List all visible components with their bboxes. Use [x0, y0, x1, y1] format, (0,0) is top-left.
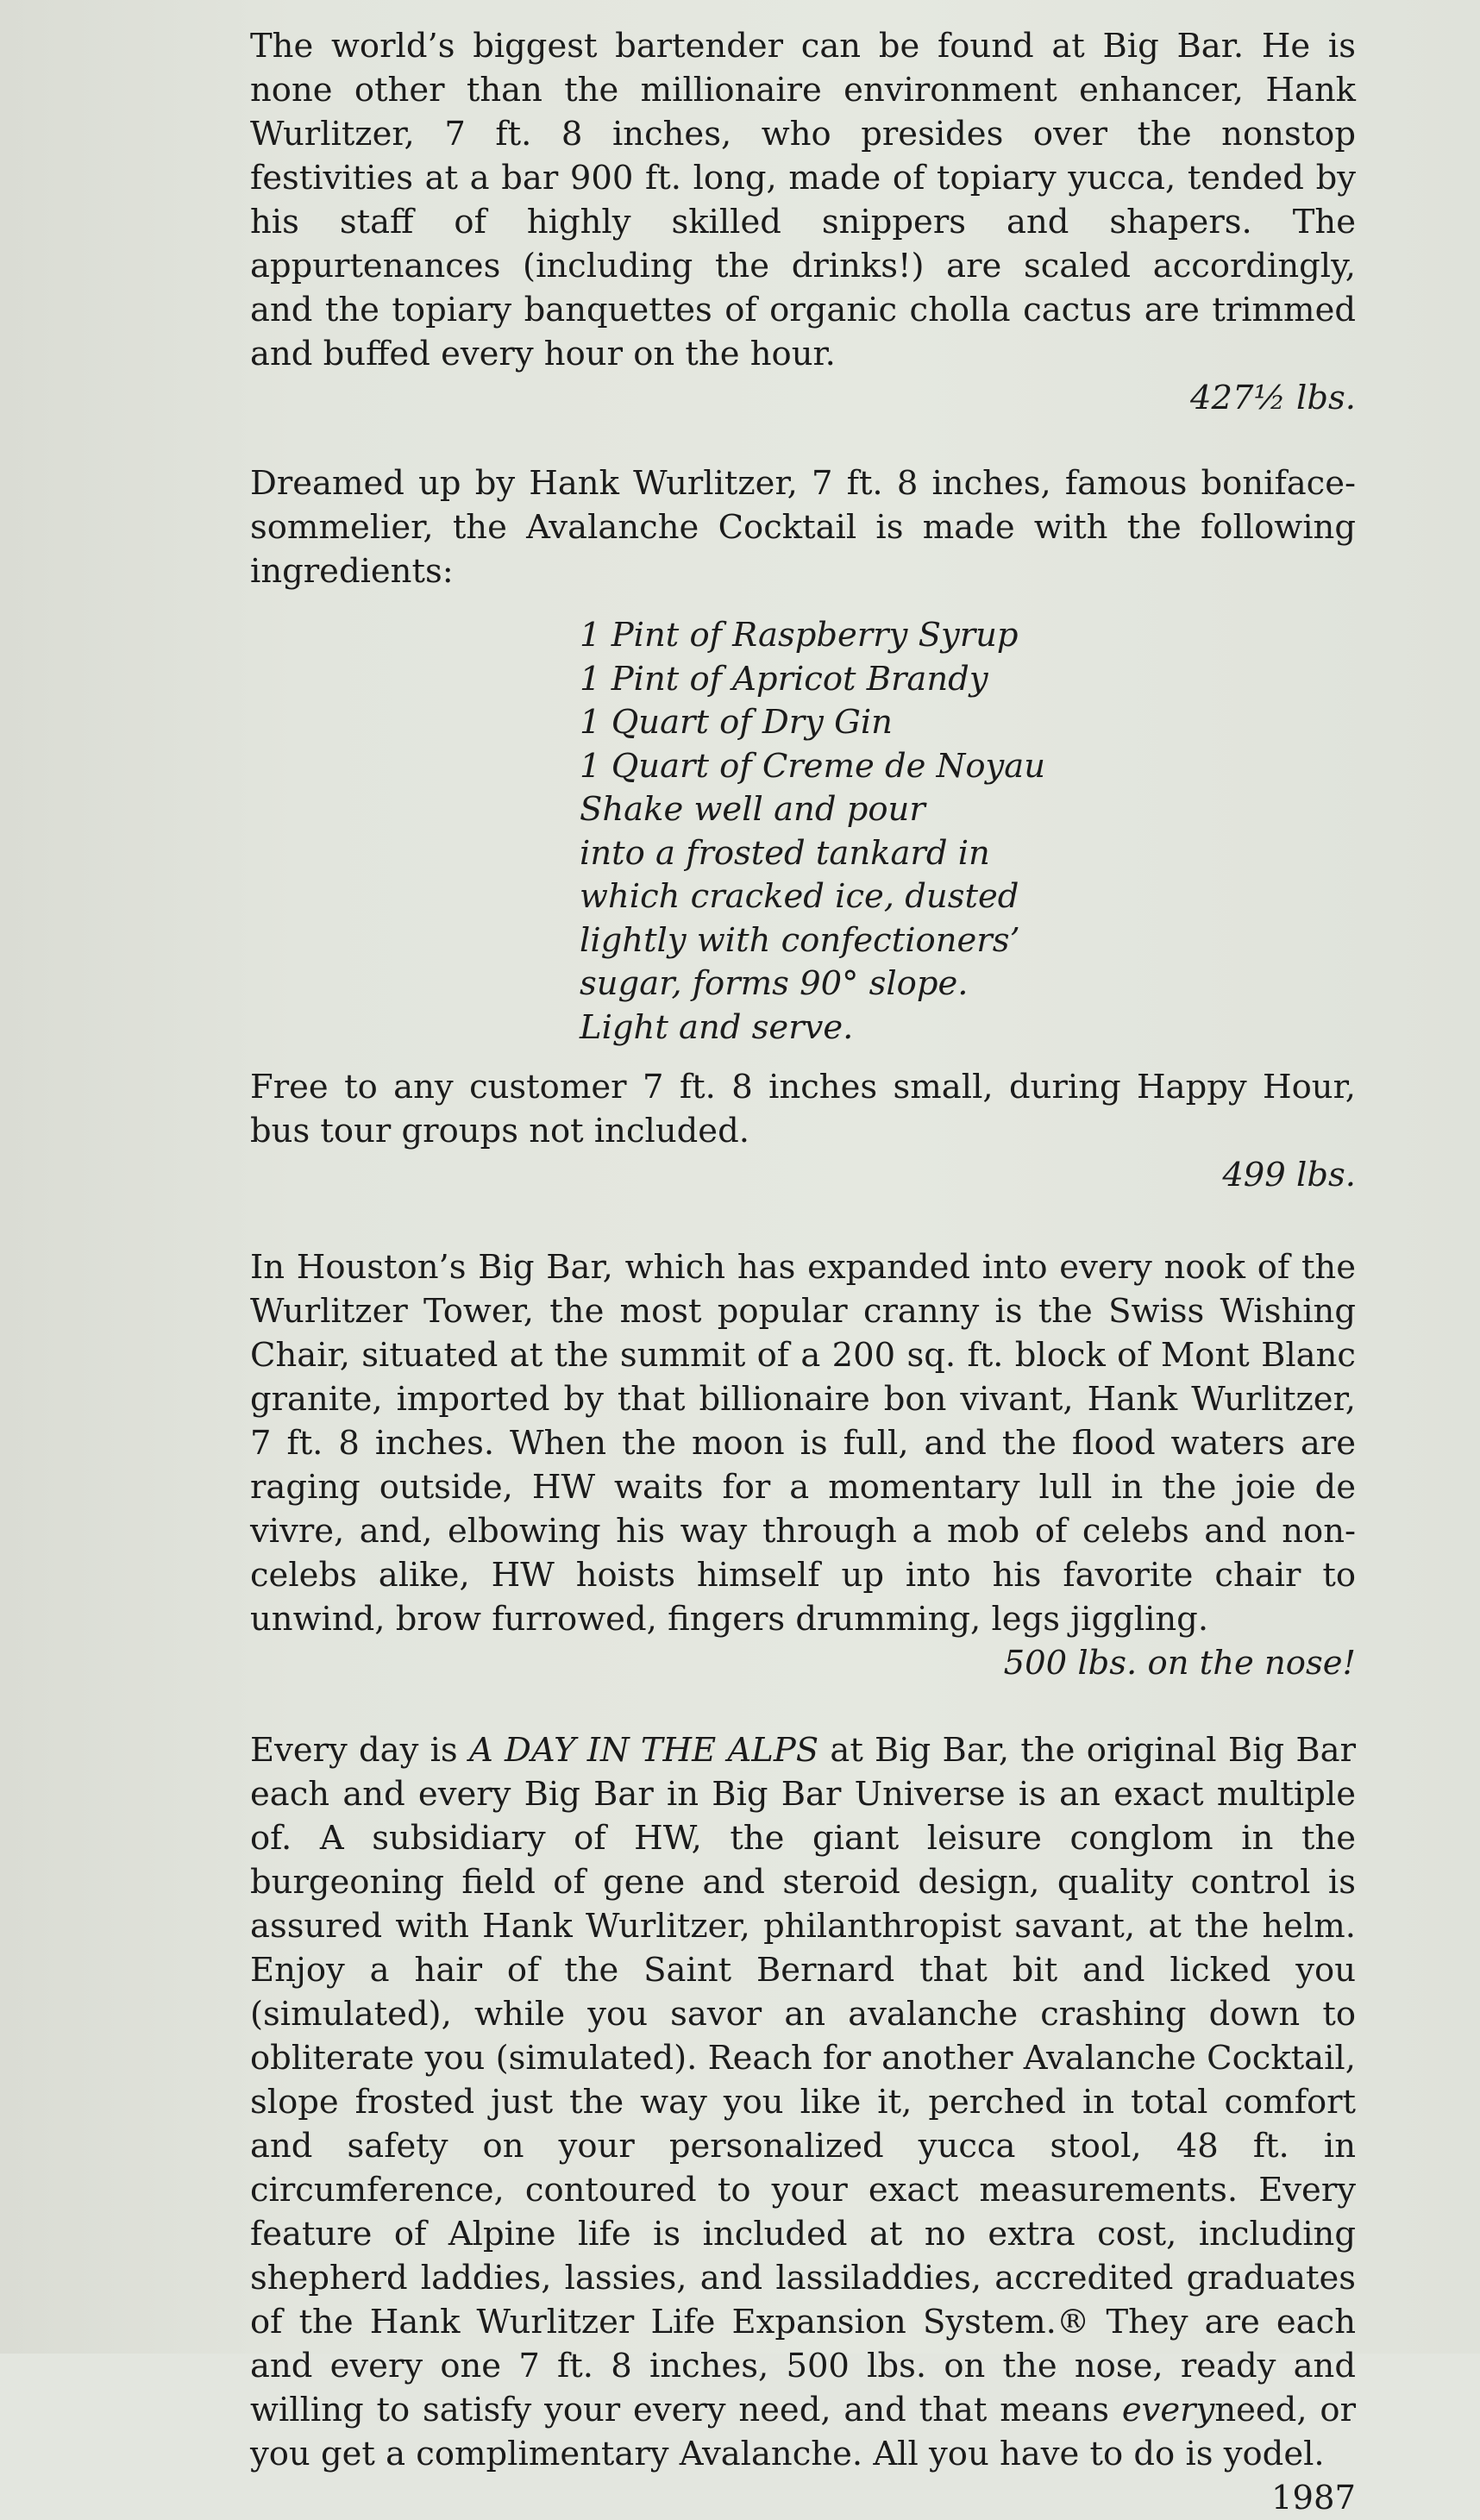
weight-label: 500 lbs. on the nose! — [1003, 1644, 1356, 1683]
recipe-line: 1 Pint of Raspberry Syrup — [580, 616, 1019, 655]
paragraph-text: In Houston’s Big Bar, which has expanded into every nook of the Wurlitzer Tower, the most popular cranny is the Swiss Wishing Chair, situated at the summit of a 200 sq. ft. block of Mont Blanc granite, imported by that billionaire bon vivant, Hank Wurlitzer, 7 ft. 8 inches. When the moon is full, and the flood waters are raging outside, HW waits for a momentary lull in the joie de vivre, and, elbowing his way through a mob of celebs and non-celebs alike, HW hoists himself up into his favorite chair to unwind, brow furrowed, fingers drumming, legs jiggling. — [250, 1248, 1356, 1639]
recipe-line: sugar, forms 90° slope. — [580, 964, 969, 1003]
paragraph-text: Dreamed up by Hank Wurlitzer, 7 ft. 8 inches, famous boniface-sommelier, the Avalanche Cocktail is made with the following ingredients: — [250, 464, 1356, 591]
italic-title: A DAY IN THE ALPS — [468, 1731, 819, 1770]
recipe-line: lightly with confectioners’ — [580, 920, 1020, 960]
paragraph-wishing-chair — [250, 1245, 1356, 1685]
paragraph-happy-hour — [250, 1065, 1356, 1197]
paragraph-text-a: at Big Bar, the original Big Bar each and every Big Bar in Big Bar Universe is an exact multiple of. A subsidiary of HW, the giant leisure conglom in the burgeoning field of gene and steroid design, quality control is assured with Hank Wurlitzer, philanthropist savant, at the helm. Enjoy a hair of the Saint Bernard that bit and licked you (simulated), while you savor an avalanche crashing down to obliterate you (simulated). Reach for another Avalanche Cocktail, slope frosted just the way you like it, perched in total comfort and safety on your personalized yucca stool, 48 ft. in circumference, contoured to your exact measurements. Every feature of Alpine life is included at no extra cost, including shepherd laddies, lassies, and lassiladdies, accredited graduates of the Hank Wurlitzer Life Expansion System.® They are each and every one 7 ft. 8 inches, 500 lbs. on the nose, ready and willing to satisfy your every need, and that means — [250, 1731, 1356, 2429]
recipe-line: 1 Pint of Apricot Brandy — [580, 659, 988, 699]
recipe-line: 1 Quart of Creme de Noyau — [580, 746, 1046, 786]
paragraph-day-in-alps — [250, 1728, 1356, 2476]
recipe-line: 1 Quart of Dry Gin — [580, 703, 893, 742]
paragraph-text: Free to any customer 7 ft. 8 inches small, during Happy Hour, bus tour groups not included. — [250, 1068, 1356, 1150]
year-label: 1987 — [1271, 2479, 1356, 2517]
recipe-line: into a frosted tankard in — [580, 833, 990, 873]
weight-label: 427½ lbs. — [1190, 379, 1356, 417]
text-column — [250, 24, 1356, 2520]
recipe-line: which cracked ice, dusted — [580, 877, 1019, 916]
recipe-list — [580, 614, 1356, 1050]
italic-every: every — [1121, 2391, 1215, 2429]
paragraph-lead: Every day is — [250, 1731, 469, 1770]
paragraph-text: The world’s biggest bartender can be found at Big Bar. He is none other than the millionaire environment enhancer, Hank Wurlitzer, 7 ft. 8 inches, who presides over the nonstop festivities at a bar 900 ft. long, made of topiary yucca, tended by his staff of highly skilled snippers and shapers. The appurtenances (including the drinks!) are scaled accordingly, and the topiary banquettes of organic cholla cactus are trimmed and buffed every hour on the hour. — [250, 27, 1356, 373]
paragraph-big-bartender — [250, 24, 1356, 420]
weight-label: 499 lbs. — [1222, 1156, 1356, 1194]
paragraph-text-b: need, or you get a complimentary Avalanche. All you have to do is yodel. — [250, 2391, 1356, 2473]
recipe-line: Light and serve. — [580, 1007, 854, 1047]
paragraph-avalanche-intro — [250, 461, 1356, 593]
recipe-line: Shake well and pour — [580, 790, 925, 829]
